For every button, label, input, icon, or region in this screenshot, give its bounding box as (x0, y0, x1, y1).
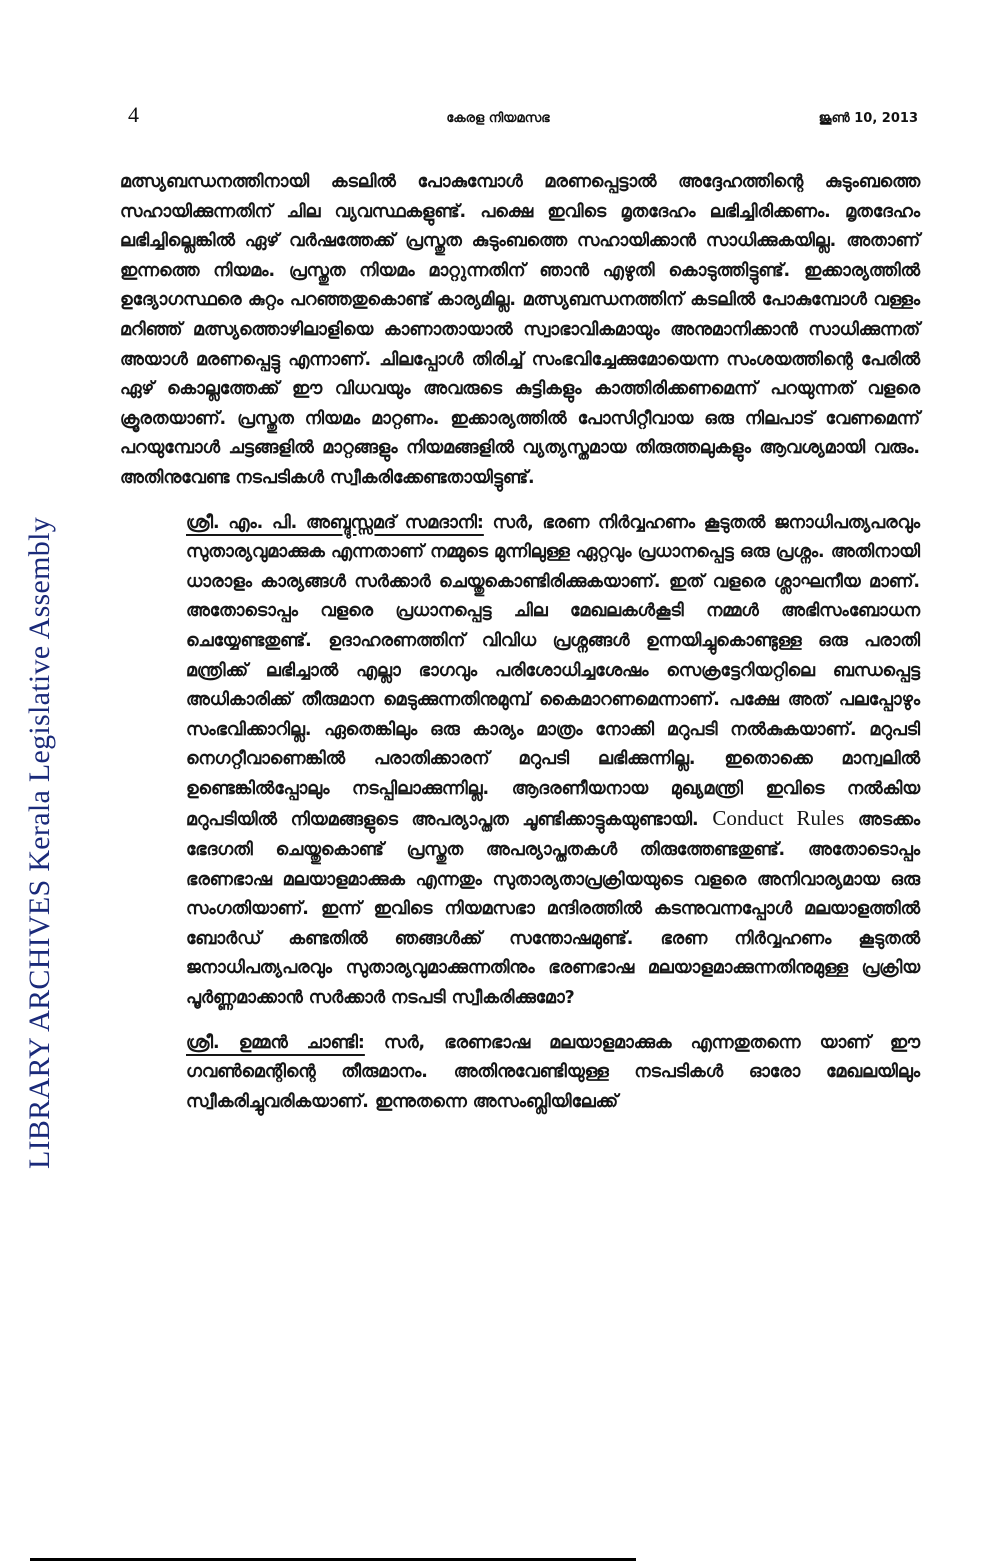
footer-rule (30, 1558, 636, 1561)
paragraph-3 (120, 1029, 920, 1118)
paragraph-1-text: മത്സ്യബന്ധനത്തിനായി കടലിൽ പോകുമ്പോൾ മരണപ്പെട്ടാൽ അദ്ദേഹത്തിന്റെ കുടുംബത്തെ സഹായിക്കുന്നതിന് ചില വ്യവസ്ഥകളുണ്ട്. പക്ഷെ ഇവിടെ മൃതദേഹം ലഭിച്ചിരിക്കണം. മൃതദേഹം ലഭിച്ചില്ലെങ്കിൽ ഏഴ് വർഷത്തേക്ക് പ്രസ്തുത കുടുംബത്തെ സഹായിക്കാൻ സാധിക്കുകയില്ല. അതാണ് ഇന്നത്തെ നിയമം. പ്രസ്തുത നിയമം മാറ്റുന്നതിന് ഞാൻ എഴുതി കൊടുത്തിട്ടുണ്ട്. ഇക്കാര്യത്തിൽ ഉദ്യോഗസ്ഥരെ കുറ്റം പറഞ്ഞതുകൊണ്ട് കാര്യമില്ല. മത്സ്യബന്ധനത്തിന് കടലിൽ പോകുമ്പോൾ വള്ളം മറിഞ്ഞ് മത്സ്യത്തൊഴിലാളിയെ കാണാതായാൽ സ്വാഭാവികമായും അനുമാനിക്കാൻ സാധിക്കുന്നത് അയാൾ മരണപ്പെട്ടു എന്നാണ്. ചിലപ്പോൾ തിരിച്ച് സംഭവിച്ചേക്കുമോയെന്ന സംശയത്തിന്റെ പേരിൽ ഏഴ് കൊല്ലത്തേക്ക് ഈ വിധവയും അവരുടെ കുട്ടികളും കാത്തിരിക്കണമെന്ന് പറയുന്നത് വളരെ ക്രൂരതയാണ്. പ്രസ്തുത നിയമം മാറ്റണം. ഇക്കാര്യത്തിൽ പോസിറ്റീവായ ഒരു നിലപാട് വേണമെന്ന് പറയുമ്പോൾ ചട്ടങ്ങളിൽ മാറ്റങ്ങളും നിയമങ്ങളിൽ വ്യത്യസ്തമായ തിരുത്തലുകളും ആവശ്യമായി വരും. അതിനുവേണ്ട നടപടികൾ സ്വീകരിക്കേണ്ടതായിട്ടുണ്ട്. (120, 172, 920, 488)
page-number: 4 (128, 102, 139, 127)
paragraph-2-text-before: സർ, ഭരണ നിർവ്വഹണം കൂടുതൽ ജനാധിപത്യപരവും സുതാര്യവുമാക്കുക എന്നതാണ് നമ്മുടെ മുന്നിലുള്ള ഏറ്റവും പ്രധാനപ്പെട്ട ഒരു പ്രശ്നം. അതിനായി ധാരാളം കാര്യങ്ങൾ സർക്കാർ ചെയ്തുകൊണ്ടിരിക്കുകയാണ്. ഇത് വളരെ ശ്ലാഘനീയ മാണ്. അതോടൊപ്പം വളരെ പ്രധാനപ്പെട്ട ചില മേഖലകൾകൂടി നമ്മൾ അഭിസംബോധന ചെയ്യേണ്ടതുണ്ട്. ഉദാഹരണത്തിന് വിവിധ പ്രശ്നങ്ങൾ ഉന്നയിച്ചുകൊണ്ടുള്ള ഒരു പരാതി മന്ത്രിക്ക് ലഭിച്ചാൽ എല്ലാ ഭാഗവും പരിശോധിച്ചശേഷം സെക്രട്ടേറിയറ്റിലെ ബന്ധപ്പെട്ട അധികാരിക്ക് തീരുമാന മെടുക്കുന്നതിനുമുമ്പ് കൈമാറണമെന്നാണ്. പക്ഷേ അത് പലപ്പോഴും സംഭവിക്കാറില്ല. ഏതെങ്കിലും ഒരു കാര്യം മാത്രം നോക്കി മറുപടി നൽകുകയാണ്. മറുപടി നെഗറ്റീവാണെങ്കിൽ പരാതിക്കാരന് മറുപടി ലഭിക്കുന്നില്ല. ഇതൊക്കെ മാന്വലിൽ ഉണ്ടെങ്കിൽപ്പോലും നടപ്പിലാക്കുന്നില്ല. ആദരണീയനായ മുഖ്യമന്ത്രി ഇവിടെ നൽകിയ മറുപടിയിൽ നിയമങ്ങളുടെ അപര്യാപ്തത ചൂണ്ടിക്കാട്ടുകയുണ്ടായി. (186, 512, 921, 831)
paragraph-3-text: സർ, ഭരണഭാഷ മലയാളമാക്കുക എന്നതുതന്നെ യാണ് ഈ ഗവൺമെന്റിന്റെ തീരുമാനം. അതിനുവേണ്ടിയുള്ള നടപടികൾ ഓരോ മേഖലയിലും സ്വീകരിച്ചുവരികയാണ്. ഇന്നുതന്നെ അസംബ്ലിയിലേക്ക് (186, 1032, 920, 1112)
speaker-name: ശ്രീ. ഉമ്മൻ ചാണ്ടി: (186, 1032, 365, 1053)
document-body (120, 168, 920, 1117)
paragraph-2-text-after: അടക്കം ഭേദഗതി ചെയ്തുകൊണ്ട് പ്രസ്തുത അപര്യാപ്തതകൾ തിരുത്തേണ്ടതുണ്ട്. അതോടൊപ്പം ഭരണഭാഷ മലയാളമാക്കുക എന്നതും സുതാര്യതാപ്രക്രിയയുടെ വളരെ അനിവാര്യമായ ഒരു സംഗതിയാണ്. ഇന്ന് ഇവിടെ നിയമസഭാ മന്ദിരത്തിൽ കടന്നുവന്നപ്പോൾ മലയാളത്തിൽ ബോർഡ് കണ്ടതിൽ ഞങ്ങൾക്ക് സന്തോഷമുണ്ട്. ഭരണ നിർവ്വഹണം കൂടുതൽ ജനാധിപത്യപരവും സുതാര്യവുമാക്കുന്നതിനും ഭരണഭാഷ മലയാളമാക്കുന്നതിനുമുള്ള പ്രക്രിയ പൂർണ്ണമാക്കാൻ സർക്കാർ നടപടി സ്വീകരിക്കുമോ? (186, 810, 920, 1009)
archive-watermark: LIBRARY ARCHIVES Kerala Legislative Assembly (23, 516, 56, 1170)
paragraph-1 (120, 168, 920, 494)
paragraph-2 (120, 509, 920, 1014)
running-head: കേരള നിയമസഭ (446, 111, 550, 126)
page-date: ജൂൺ 10, 2013 (818, 111, 918, 126)
speaker-name: ശ്രീ. എം. പി. അബ്ദുസ്സമദ് സമദാനി: (186, 512, 484, 533)
latin-phrase: Conduct Rules (712, 806, 845, 831)
